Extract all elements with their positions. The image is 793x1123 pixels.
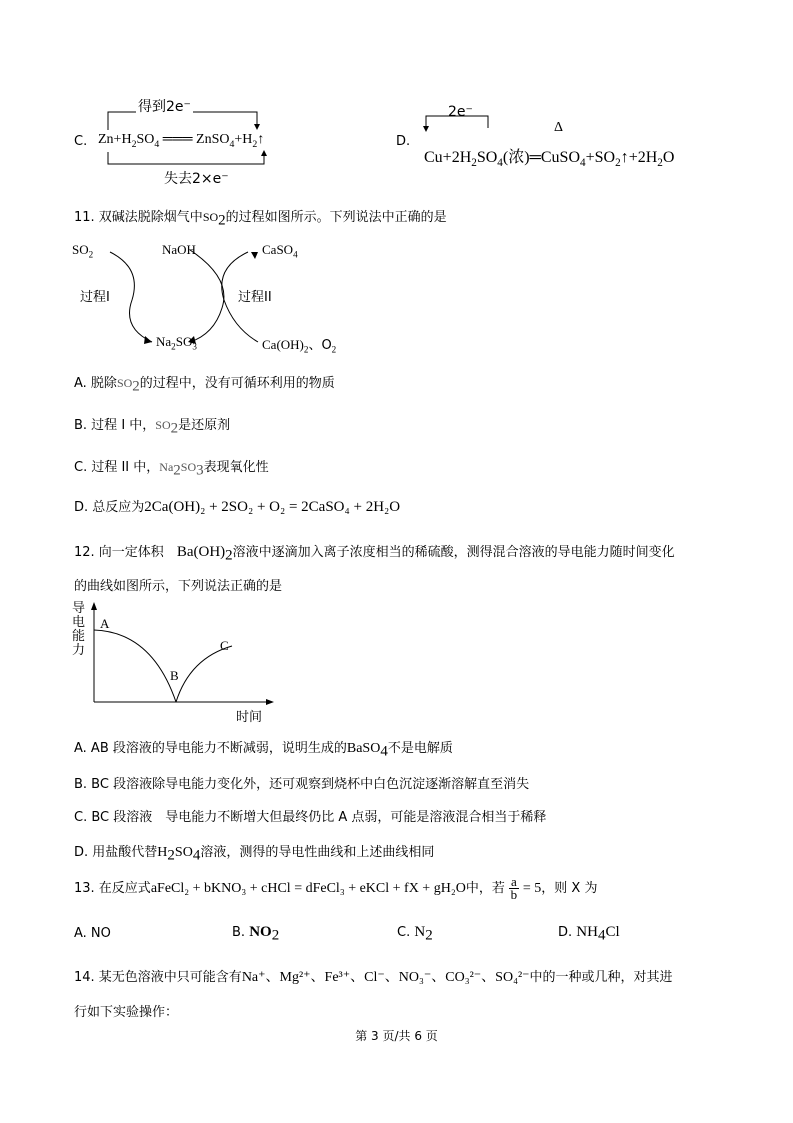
point-a-label: A: [100, 616, 110, 631]
q13-option-b[interactable]: B. $NO_2$: [232, 924, 280, 944]
q12-stem-line-1: 12. 向一定体积 $Ba(OH)_2$溶液中逐滴加入离子浓度相当的稀硫酸，测得混合溶液的导电能力随时间变化: [74, 544, 675, 564]
q11-option-d[interactable]: D. 总反应为2Ca(OH)₂ + 2SO₂ + O₂ = 2CaSO₄ + 2H₂O: [74, 499, 401, 515]
q10-option-d: [396, 100, 726, 180]
process-1-label: 过程I: [80, 290, 110, 305]
so2-label: $SO_2$: [72, 242, 94, 260]
q12-conductivity-graph: [72, 600, 282, 724]
caoh2-o2-label: $Ca(OH)_2$、$O_2$: [262, 337, 337, 355]
option-label: C.: [74, 134, 88, 149]
gain-electron-label: 得到2e⁻: [136, 96, 193, 116]
electron-count: 2e⁻: [448, 104, 473, 120]
q11-cycle-diagram: [72, 238, 362, 356]
q11-option-c[interactable]: C. 过程 II 中，$Na_2SO_3$表现氧化性: [74, 460, 269, 479]
page-footer: 第 3 页/共 6 页: [355, 1029, 438, 1043]
heat-symbol: Δ: [554, 120, 564, 135]
q12-option-a[interactable]: A. AB 段溶液的导电能力不断减弱，说明生成的BaSO$_4$不是电解质: [74, 741, 453, 760]
q11-stem: 11. 双碱法脱除烟气中$SO_2$的过程如图所示。下列说法中正确的是: [74, 210, 447, 229]
q14-stem-line-2: 行如下实验操作：: [74, 1005, 179, 1020]
option-label: D.: [396, 134, 411, 149]
q14-stem-line-1: 14. 某无色溶液中只可能含有Na⁺、Mg²⁺、Fe³⁺、Cl⁻、NO₃⁻、CO₃²⁻、SO₄²⁻中的一种或几种，对其进: [74, 970, 673, 985]
q12-option-d[interactable]: D. 用盐酸代替$H_2SO_4$溶液，测得的导电性曲线和上述曲线相同: [74, 845, 435, 864]
y-axis-label: 导电能力: [72, 601, 86, 658]
lose-electron-label: 失去2×e⁻: [164, 171, 229, 187]
ratio-fraction: $\frac{a}{b}$: [510, 874, 518, 902]
q12-option-c[interactable]: C. BC 段溶液 导电能力不断增大但最终仍比 A 点弱，可能是溶液混合相当于稀释: [74, 810, 547, 825]
naoh-label: NaOH: [162, 242, 196, 257]
q11-option-b[interactable]: B. 过程 I 中，$SO_2$是还原剂: [74, 418, 231, 437]
q13-option-d[interactable]: D. $NH_4Cl$: [558, 924, 620, 944]
q12-option-b[interactable]: B. BC 段溶液除导电能力变化外，还可观察到烧杯中白色沉淀逐渐溶解直至消失: [74, 777, 530, 792]
point-c-label: C: [220, 638, 229, 653]
process-2-label: 过程II: [238, 290, 272, 305]
equation: $Zn+H_2SO_4$ ═══ $ZnSO_4+H_2↑$: [98, 132, 265, 150]
na2so3-label: $Na_2SO_3$: [156, 334, 197, 352]
q13-option-c[interactable]: C. $N_2$: [397, 924, 433, 944]
q12-stem-line-2: 的曲线如图所示，下列说法正确的是: [74, 579, 283, 594]
q11-option-a[interactable]: A. 脱除$SO_2$的过程中，没有可循环利用的物质: [74, 376, 335, 395]
q13-stem: 13. 在反应式aFeCl₂ + bKNO₃ + cHCl = dFeCl₃ + eKCl + fX + gH₂O中，若 $\frac{a}{b}$ = 5，则 X 为: [74, 874, 598, 902]
q13-option-a[interactable]: A. NO: [74, 926, 111, 941]
q10-option-c: [74, 94, 374, 190]
x-axis-label: 时间: [236, 710, 263, 725]
equation: $Cu+2H_2SO_4$(浓)$═CuSO_4+SO_2↑+2H_2O$: [424, 149, 675, 170]
caso4-label: CaSO$_4$: [262, 242, 298, 260]
point-b-label: B: [170, 668, 179, 683]
